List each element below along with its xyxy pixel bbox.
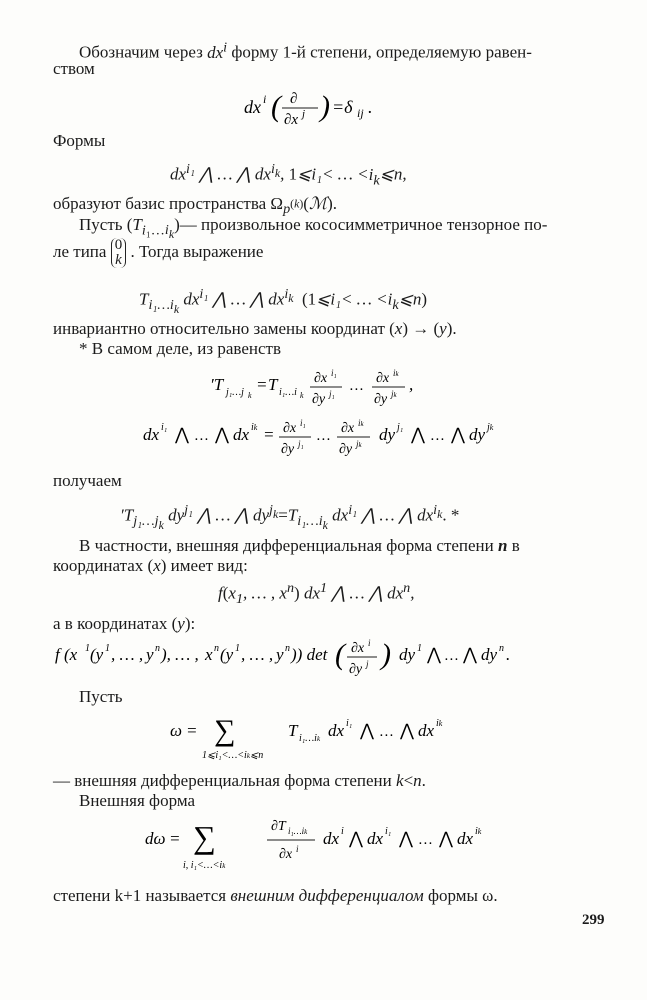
- svg-text:i₁: i₁: [385, 826, 392, 837]
- svg-text:), … ,: ), … ,: [161, 645, 199, 664]
- paragraph-line: а в координатах (y):: [53, 614, 196, 633]
- svg-text:i₁: i₁: [331, 368, 337, 378]
- svg-text:i: i: [368, 638, 371, 648]
- svg-text:.: .: [367, 97, 372, 117]
- svg-text:…: …: [350, 378, 364, 394]
- svg-text:dx: dx: [243, 97, 261, 117]
- svg-text:dy: dy: [399, 645, 416, 664]
- svg-text:∂y: ∂y: [374, 392, 388, 407]
- svg-text:f (x: f (x: [55, 645, 78, 664]
- svg-text:k: k: [248, 391, 252, 400]
- svg-text:∂y: ∂y: [281, 442, 295, 457]
- paragraph-line: координатах (x) имеет вид:: [53, 556, 248, 575]
- equation-svg: [210, 366, 450, 412]
- svg-text:ij: ij: [356, 106, 364, 120]
- equation-differential-transform: [143, 416, 543, 468]
- svg-text:…: …: [419, 832, 433, 848]
- paragraph-line: образуют базис пространства $\Omega_{p^{(k)}}(ℳ)$.: [53, 194, 338, 218]
- paragraph-line: В частности, внешняя дифференциальная форма степени n в: [79, 536, 520, 555]
- svg-text:jk: jk: [356, 439, 362, 449]
- svg-text:∂x: ∂x: [314, 371, 328, 386]
- svg-text:, … ,: , … ,: [241, 645, 274, 664]
- svg-text:(y: (y: [90, 645, 104, 664]
- svg-text:=: =: [186, 721, 198, 740]
- svg-text:): ): [319, 90, 330, 123]
- svg-text:j: j: [366, 659, 369, 669]
- svg-text:1: 1: [85, 643, 90, 654]
- svg-text:i₁: i₁: [300, 418, 306, 428]
- page-number: 299: [582, 912, 605, 928]
- svg-text:.: .: [506, 645, 511, 664]
- svg-text:∂T: ∂T: [271, 819, 286, 834]
- paragraph-line: Обозначим через $dx^i$ форму 1-й степени, определяемую равен-: [79, 39, 532, 62]
- paragraph-line: ле типа 0 k . Тогда выражение: [53, 237, 264, 268]
- svg-text:…: …: [195, 428, 209, 444]
- svg-text:dx: dx: [323, 829, 340, 848]
- svg-text:y: y: [146, 645, 154, 664]
- svg-text:⋀: ⋀: [439, 829, 453, 849]
- svg-text:ik: ik: [251, 422, 258, 433]
- svg-text:=: =: [263, 425, 275, 444]
- svg-text:,: ,: [409, 375, 414, 394]
- svg-text:⋀: ⋀: [463, 645, 477, 665]
- svg-text:…: …: [380, 724, 394, 740]
- svg-text:dx: dx: [143, 425, 160, 444]
- svg-text:j: j: [301, 108, 305, 120]
- svg-text:…: …: [317, 428, 331, 444]
- svg-text:i: i: [262, 92, 266, 106]
- svg-text:ik: ik: [436, 718, 443, 729]
- svg-text:(y: (y: [220, 645, 234, 664]
- svg-text:n: n: [214, 643, 219, 654]
- svg-text:⋀: ⋀: [400, 721, 414, 741]
- paragraph-line: * В самом деле, из равенств: [79, 339, 281, 358]
- svg-text:(: (: [270, 90, 281, 123]
- svg-text:dy: dy: [481, 645, 498, 664]
- svg-text:…: …: [431, 428, 445, 444]
- svg-text:dω: dω: [145, 829, 166, 848]
- svg-text:dy: dy: [469, 425, 486, 444]
- svg-text:T: T: [288, 721, 298, 740]
- svg-text:): ): [381, 638, 391, 671]
- svg-text:1: 1: [235, 643, 240, 654]
- equation-basis-forms: $dx^{i_1}$ ⋀ … ⋀ $dx^{i_k}$, 1⩽i₁< … $<i_k⩽n$,: [170, 161, 407, 189]
- svg-text:∂y: ∂y: [312, 392, 326, 407]
- equation-svg: [55, 636, 595, 680]
- svg-text:∂x: ∂x: [376, 371, 390, 386]
- svg-text:∂x: ∂x: [283, 421, 297, 436]
- svg-text:i₁…i: i₁…i: [279, 387, 297, 398]
- svg-text:jk: jk: [391, 389, 397, 399]
- equation-tensor-transform: [210, 366, 450, 418]
- svg-text:i₁…ik: i₁…ik: [288, 826, 308, 836]
- svg-text:x: x: [205, 645, 213, 664]
- svg-text:y: y: [276, 645, 284, 664]
- svg-text:i: i: [341, 826, 344, 837]
- svg-text:ik: ik: [393, 368, 399, 378]
- svg-text:j₁: j₁: [329, 389, 335, 399]
- svg-text:dx: dx: [457, 829, 474, 848]
- equation-svg: [244, 86, 404, 130]
- svg-text:⋀: ⋀: [215, 425, 229, 445]
- svg-text:∂x: ∂x: [341, 421, 355, 436]
- svg-text:n: n: [499, 643, 504, 654]
- equation-top-form-y: [55, 636, 595, 686]
- svg-text:n: n: [285, 643, 290, 654]
- svg-text:T: T: [268, 375, 278, 394]
- svg-text:i₁: i₁: [346, 718, 353, 729]
- svg-text:j₁…j: j₁…j: [226, 387, 244, 398]
- svg-text:⋀: ⋀: [427, 645, 441, 665]
- svg-text:∂: ∂: [289, 91, 297, 107]
- equation-top-form-x: $f(x_1$, … , $x^n$) $dx^1$ ⋀ … ⋀ $dx^n$,: [218, 580, 415, 608]
- svg-text:=: =: [169, 829, 181, 848]
- paragraph-line: Пусть $(T_{i_1\dots i_k})—$ произвольное кососимметричное тензорное по-: [79, 215, 548, 242]
- svg-text:…: …: [445, 648, 459, 664]
- svg-text:k: k: [300, 391, 304, 400]
- paragraph-line: Пусть: [79, 687, 123, 706]
- paragraph-line: инвариантно относительно замены координат (x) → (y).: [53, 319, 457, 338]
- paragraph-line: Внешняя форма: [79, 791, 196, 810]
- svg-text:⋀: ⋀: [451, 425, 465, 445]
- svg-text:1: 1: [417, 643, 422, 654]
- svg-text:∂y: ∂y: [339, 442, 353, 457]
- svg-text:dx: dx: [418, 721, 435, 740]
- svg-text:n: n: [155, 643, 160, 654]
- svg-text:i₁: i₁: [161, 422, 168, 433]
- svg-text:, … ,: , … ,: [111, 645, 144, 664]
- svg-text:=δ: =δ: [331, 97, 353, 117]
- svg-text:dx: dx: [233, 425, 250, 444]
- svg-text:∂y: ∂y: [349, 662, 363, 677]
- svg-text:dx: dx: [328, 721, 345, 740]
- svg-text:=: =: [256, 375, 268, 394]
- equation-invariant-expression: $T_{i_1\dots i_k}$ $dx^{i_1}$ ⋀ … ⋀ $dx^{i_k}$ (1⩽i₁< … $<i_k⩽n$): [139, 286, 428, 316]
- equation-svg: [143, 416, 543, 462]
- svg-text:i, i₁<…<ik: i, i₁<…<ik: [183, 860, 226, 871]
- svg-text:ik: ik: [358, 418, 364, 428]
- equation-dual-basis: [0, 86, 647, 136]
- svg-text:∑: ∑: [193, 819, 216, 855]
- emphasis-term: внешним дифференциалом: [230, 886, 424, 905]
- svg-text:1⩽i₁<…<ik⩽n: 1⩽i₁<…<ik⩽n: [202, 750, 264, 761]
- paragraph-line: Формы: [53, 131, 106, 150]
- svg-text:ω: ω: [170, 721, 183, 740]
- svg-text:dx: dx: [367, 829, 384, 848]
- svg-text:∂x: ∂x: [279, 847, 293, 862]
- paragraph-line: — внешняя дифференциальная форма степени k<n.: [53, 771, 426, 790]
- svg-text:i₁…ik: i₁…ik: [299, 733, 321, 744]
- equation-exterior-differential: [145, 816, 545, 884]
- svg-text:⋀: ⋀: [360, 721, 374, 741]
- svg-text:′T: ′T: [210, 375, 224, 394]
- equation-result: $'T_{j_1\dots j_k}$ $dy^{j_1}$ ⋀ … ⋀ $dy^{j_k}=T_{i_1\dots i_k}$ $dx^{i_1}$ ⋀ … ⋀ $dx^{i_k}$. *: [120, 502, 460, 532]
- svg-text:⋀: ⋀: [175, 425, 189, 445]
- paragraph-line: степени k+1 называется внешним дифференциалом формы ω.: [53, 886, 498, 905]
- svg-text:∂x: ∂x: [283, 112, 298, 128]
- paragraph-line: получаем: [53, 471, 122, 490]
- svg-text:jk: jk: [487, 422, 494, 433]
- svg-text:j₁: j₁: [298, 439, 304, 449]
- svg-text:(: (: [335, 638, 345, 671]
- equation-svg: [145, 816, 545, 878]
- paragraph-line: ством: [53, 59, 95, 78]
- svg-text:∑: ∑: [214, 714, 236, 747]
- equation-omega-definition: [170, 712, 510, 768]
- equation-svg: [170, 712, 510, 762]
- svg-text:ik: ik: [475, 826, 482, 837]
- svg-text:dy: dy: [379, 425, 396, 444]
- svg-text:⋀: ⋀: [411, 425, 425, 445]
- svg-text:⋀: ⋀: [349, 829, 363, 849]
- svg-text:i: i: [296, 844, 299, 854]
- svg-text:j₁: j₁: [397, 422, 404, 433]
- svg-text:)) det: )) det: [291, 645, 328, 664]
- svg-text:1: 1: [105, 643, 110, 654]
- svg-text:∂x: ∂x: [351, 641, 365, 656]
- svg-text:⋀: ⋀: [399, 829, 413, 849]
